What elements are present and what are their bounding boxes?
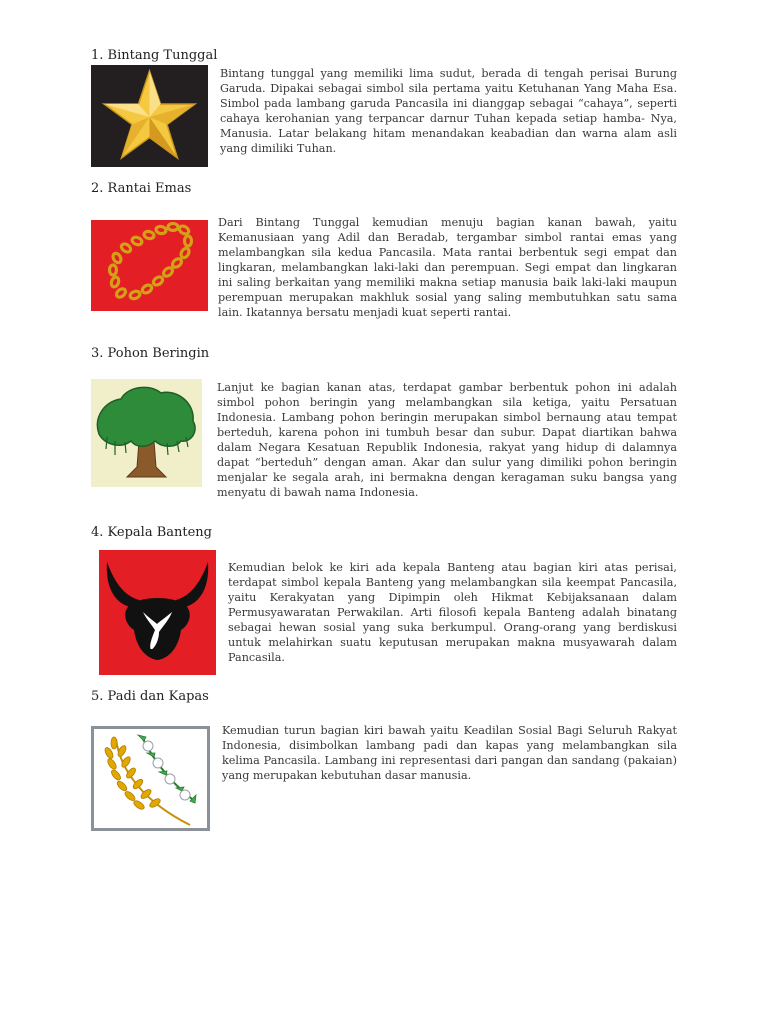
chain-icon <box>91 220 208 311</box>
bull-emblem <box>99 550 216 675</box>
section-4-text: Kemudian belok ke kiri ada kepala Banteng atau bagian kiri atas perisai, terdapat simbol kepala Banteng yang melambangkan sila keempat Pancasila, yaitu Kerakyatan yang Dipimpin oleh Hikmat Kebijaksanaan dalam Permusyawaratan Perwakilan. Arti filosofi kepala Banteng adalah binatang sebagai hewan sosial yang suka berkumpul. Orang-orang yang berdiskusi untuk melahirkan suatu keputusan merupakan makna musyawarah dalam Pancasila. <box>228 561 677 664</box>
banyan-tree-icon <box>91 379 202 487</box>
section-1-heading: 1. Bintang Tunggal <box>91 48 218 63</box>
section-5-text: Kemudian turun bagian kiri bawah yaitu Keadilan Sosial Bagi Seluruh Rakyat Indonesia, disimbolkan lambang padi dan kapas yang melambangkan sila kelima Pancasila. Lambang ini representasi dari pangan dan sandang (pakaian) yang merupakan kebutuhan dasar manusia. <box>222 724 677 782</box>
star-emblem <box>91 65 208 167</box>
star-icon <box>91 65 208 167</box>
section-3-heading: 3. Pohon Beringin <box>91 346 210 361</box>
section-2-text: Dari Bintang Tunggal kemudian menuju bagian kanan bawah, yaitu Kemanusiaan yang Adil dan Beradab, tergambar simbol rantai emas yang melambangkan sila kedua Pancasila. Mata rantai berbentuk segi empat dan lingkaran, melambangkan laki-laki dan perempuan. Segi empat dan lingkaran ini saling berkaitan yang memiliki makna setiap manusia baik laki-laki maupun perempuan merupakan makhluk sosial yang saling membutuhkan satu sama lain. Ikatannya bersatu menjadi kuat seperti rantai. <box>218 216 677 319</box>
chain-emblem <box>91 220 208 311</box>
section-5-heading: 5. Padi dan Kapas <box>91 689 209 704</box>
section-4-heading: 4. Kepala Banteng <box>91 525 212 540</box>
section-1-text: Bintang tunggal yang memiliki lima sudut, berada di tengah perisai Burung Garuda. Dipakai sebagai simbol sila pertama yaitu Ketuhanan Yang Maha Esa. Simbol pada lambang garuda Pancasila ini dianggap sebagai “cahaya”, seperti cahaya kerohanian yang terpancar darnur Tuhan kepada setiap hamba- Nya, Manusia. Latar belakang hitam menandakan keabadian dan warna alam asli yang dimiliki Tuhan. <box>220 67 677 155</box>
rice-cotton-icon <box>94 729 207 828</box>
section-2-heading: 2. Rantai Emas <box>91 181 192 196</box>
tree-emblem <box>91 379 202 487</box>
bull-head-icon <box>99 550 216 675</box>
rice-cotton-emblem <box>91 726 210 831</box>
section-3-text: Lanjut ke bagian kanan atas, terdapat gambar berbentuk pohon ini adalah simbol pohon beringin yang melambangkan sila ketiga, yaitu Persatuan Indonesia. Lambang pohon beringin merupakan simbol bernaung atau tempat berteduh, karena pohon ini tumbuh besar dan subur. Dapat diartikan bahwa dalam Negara Kesatuan Republik Indonesia, rakyat yang hidup di dalamnya dapat “berteduh” dengan aman. Akar dan sulur yang dimiliki pohon beringin menjalar ke segala arah, ini bermakna dengan keragaman suku bangsa yang menyatu di bawah nama Indonesia. <box>217 381 677 499</box>
